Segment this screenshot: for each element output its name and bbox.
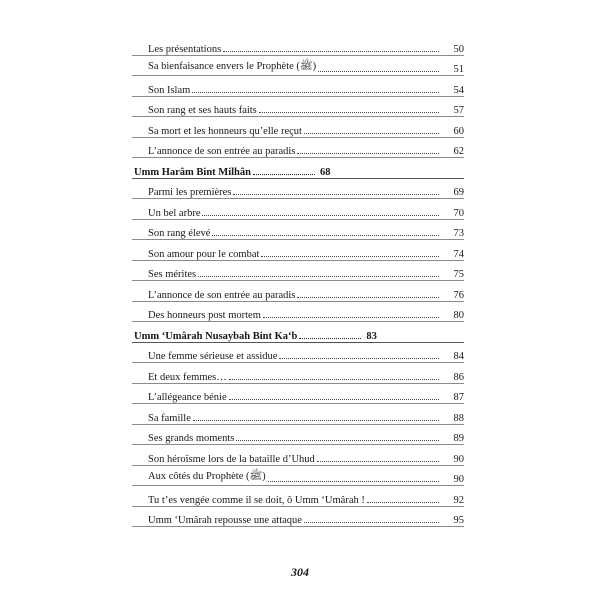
toc-section-heading [132,323,464,344]
toc-underline [132,362,464,363]
dot-leader [229,399,439,400]
toc-underline [132,198,464,199]
toc-page-number: 95 [453,515,464,526]
toc-page-number: 51 [453,64,464,75]
toc-entry [132,241,464,262]
toc-page-number: 69 [453,187,464,198]
dot-leader [193,420,439,421]
toc-underline [132,239,464,240]
toc-page-number: 54 [453,84,464,96]
dot-leader [367,502,439,503]
toc-underline [132,178,464,179]
table-of-contents [132,36,464,528]
toc-entry-title: Son amour pour le combat [132,249,259,260]
toc-underline [132,96,464,97]
dot-leader [259,112,439,113]
toc-entry-title: Tu t’es vengée comme il se doit, ô Umm ‘Umârah ! [132,495,365,506]
toc-entry [132,508,464,529]
toc-entry [132,344,464,365]
toc-entry-title: Et deux femmes… [132,372,227,383]
toc-underline [132,526,464,527]
dot-leader [318,71,439,72]
toc-entry [132,139,464,160]
toc-entry-title: L’annonce de son entrée au paradis [132,146,295,157]
toc-underline [132,280,464,281]
toc-underline [132,260,464,261]
dot-leader [268,481,439,482]
toc-entry-title: Son héroïsme lors de la bataille d’Uhud [132,454,315,465]
page-number: 304 [291,565,309,579]
toc-entry [132,200,464,221]
toc-page-number: 86 [453,371,464,383]
toc-entry [132,57,464,78]
toc-entry-title: Umm ‘Umârah repousse une attaque [132,515,302,526]
toc-page-number: 60 [453,125,464,137]
toc-entry [132,364,464,385]
toc-page-number: 73 [453,228,464,239]
dot-leader [202,215,439,216]
toc-underline [132,444,464,445]
dot-leader [192,92,439,93]
toc-page-number: 50 [453,43,464,55]
dot-leader [304,133,439,134]
toc-page-number: 57 [453,105,464,116]
toc-entry-title: Sa bienfaisance envers le Prophète (ﷺ) [132,60,316,75]
toc-page-number: 75 [453,269,464,280]
toc-underline [132,485,464,486]
toc-entry-title: Ses mérites [132,269,196,280]
toc-entry [132,385,464,406]
toc-underline [132,137,464,138]
toc-underline [132,219,464,220]
toc-page-number: 89 [453,433,464,444]
toc-section-heading [132,159,464,180]
toc-page-number: 84 [453,351,464,362]
toc-entry-title: Umm ‘Umârah Nusaybah Bint Ka‘b [134,330,298,342]
toc-entry [132,487,464,508]
toc-underline [132,506,464,507]
toc-entry [132,446,464,467]
toc-entry [132,98,464,119]
toc-page-number: 80 [453,310,464,321]
toc-entry-title: Les présentations [132,44,221,55]
toc-underline [132,321,464,322]
dot-leader [304,522,439,523]
toc-entry-title: Son Islam [132,85,190,96]
toc-entry-title: Des honneurs post mortem [132,310,261,321]
toc-entry-title: Sa famille [132,413,191,424]
toc-page-number: 87 [453,392,464,403]
toc-underline [132,424,464,425]
toc-underline [132,403,464,404]
toc-entry-title: Aux côtés du Prophète (ﷺ) [132,470,266,485]
toc-page-number: 88 [453,412,464,424]
dot-leader [223,51,439,52]
toc-page-number: 90 [453,453,464,465]
toc-entry [132,303,464,324]
toc-page-number: 68 [319,166,331,178]
dot-leader [212,235,439,236]
toc-page-number: 74 [453,248,464,260]
toc-entry-title: Son rang élevé [132,228,210,239]
toc-entry-title: L’annonce de son entrée au paradis [132,290,295,301]
dot-leader [253,174,315,175]
toc-entry [132,180,464,201]
dot-leader [317,461,439,462]
toc-entry [132,77,464,98]
toc-entry-title: Sa mort et les honneurs qu’elle reçut [132,126,302,137]
dot-leader [233,194,439,195]
toc-underline [132,301,464,302]
toc-entry [132,405,464,426]
toc-underline [132,157,464,158]
toc-entry-title: Un bel arbre [132,208,200,219]
toc-page-number: 92 [453,494,464,506]
toc-entry-title: L’allégeance bénie [132,392,227,403]
toc-entry-title: Parmi les premières [132,187,231,198]
toc-entry-title: Une femme sérieuse et assidue [132,351,277,362]
toc-entry [132,282,464,303]
dot-leader [229,379,439,380]
toc-underline [132,465,464,466]
toc-entry-title: Son rang et ses hauts faits [132,105,257,116]
dot-leader [236,440,439,441]
dot-leader [279,358,439,359]
toc-page-number: 76 [453,289,464,301]
toc-underline [132,55,464,56]
toc-underline [132,342,464,343]
dot-leader [297,297,439,298]
toc-entry-title: Ses grands moments [132,433,234,444]
toc-page-number: 83 [366,330,377,342]
dot-leader [297,153,439,154]
toc-underline [132,116,464,117]
toc-entry [132,467,464,488]
toc-underline [132,75,464,76]
toc-page-number: 62 [453,146,464,157]
dot-leader [299,338,361,339]
toc-entry [132,426,464,447]
toc-page-number: 70 [453,207,464,219]
toc-entry [132,221,464,242]
toc-page-number: 90 [453,474,464,485]
dot-leader [198,276,439,277]
toc-underline [132,383,464,384]
dot-leader [263,317,439,318]
toc-entry [132,118,464,139]
toc-entry [132,262,464,283]
toc-entry [132,36,464,57]
toc-entry-title: Umm Harâm Bint Milhân [134,166,251,178]
dot-leader [261,256,439,257]
